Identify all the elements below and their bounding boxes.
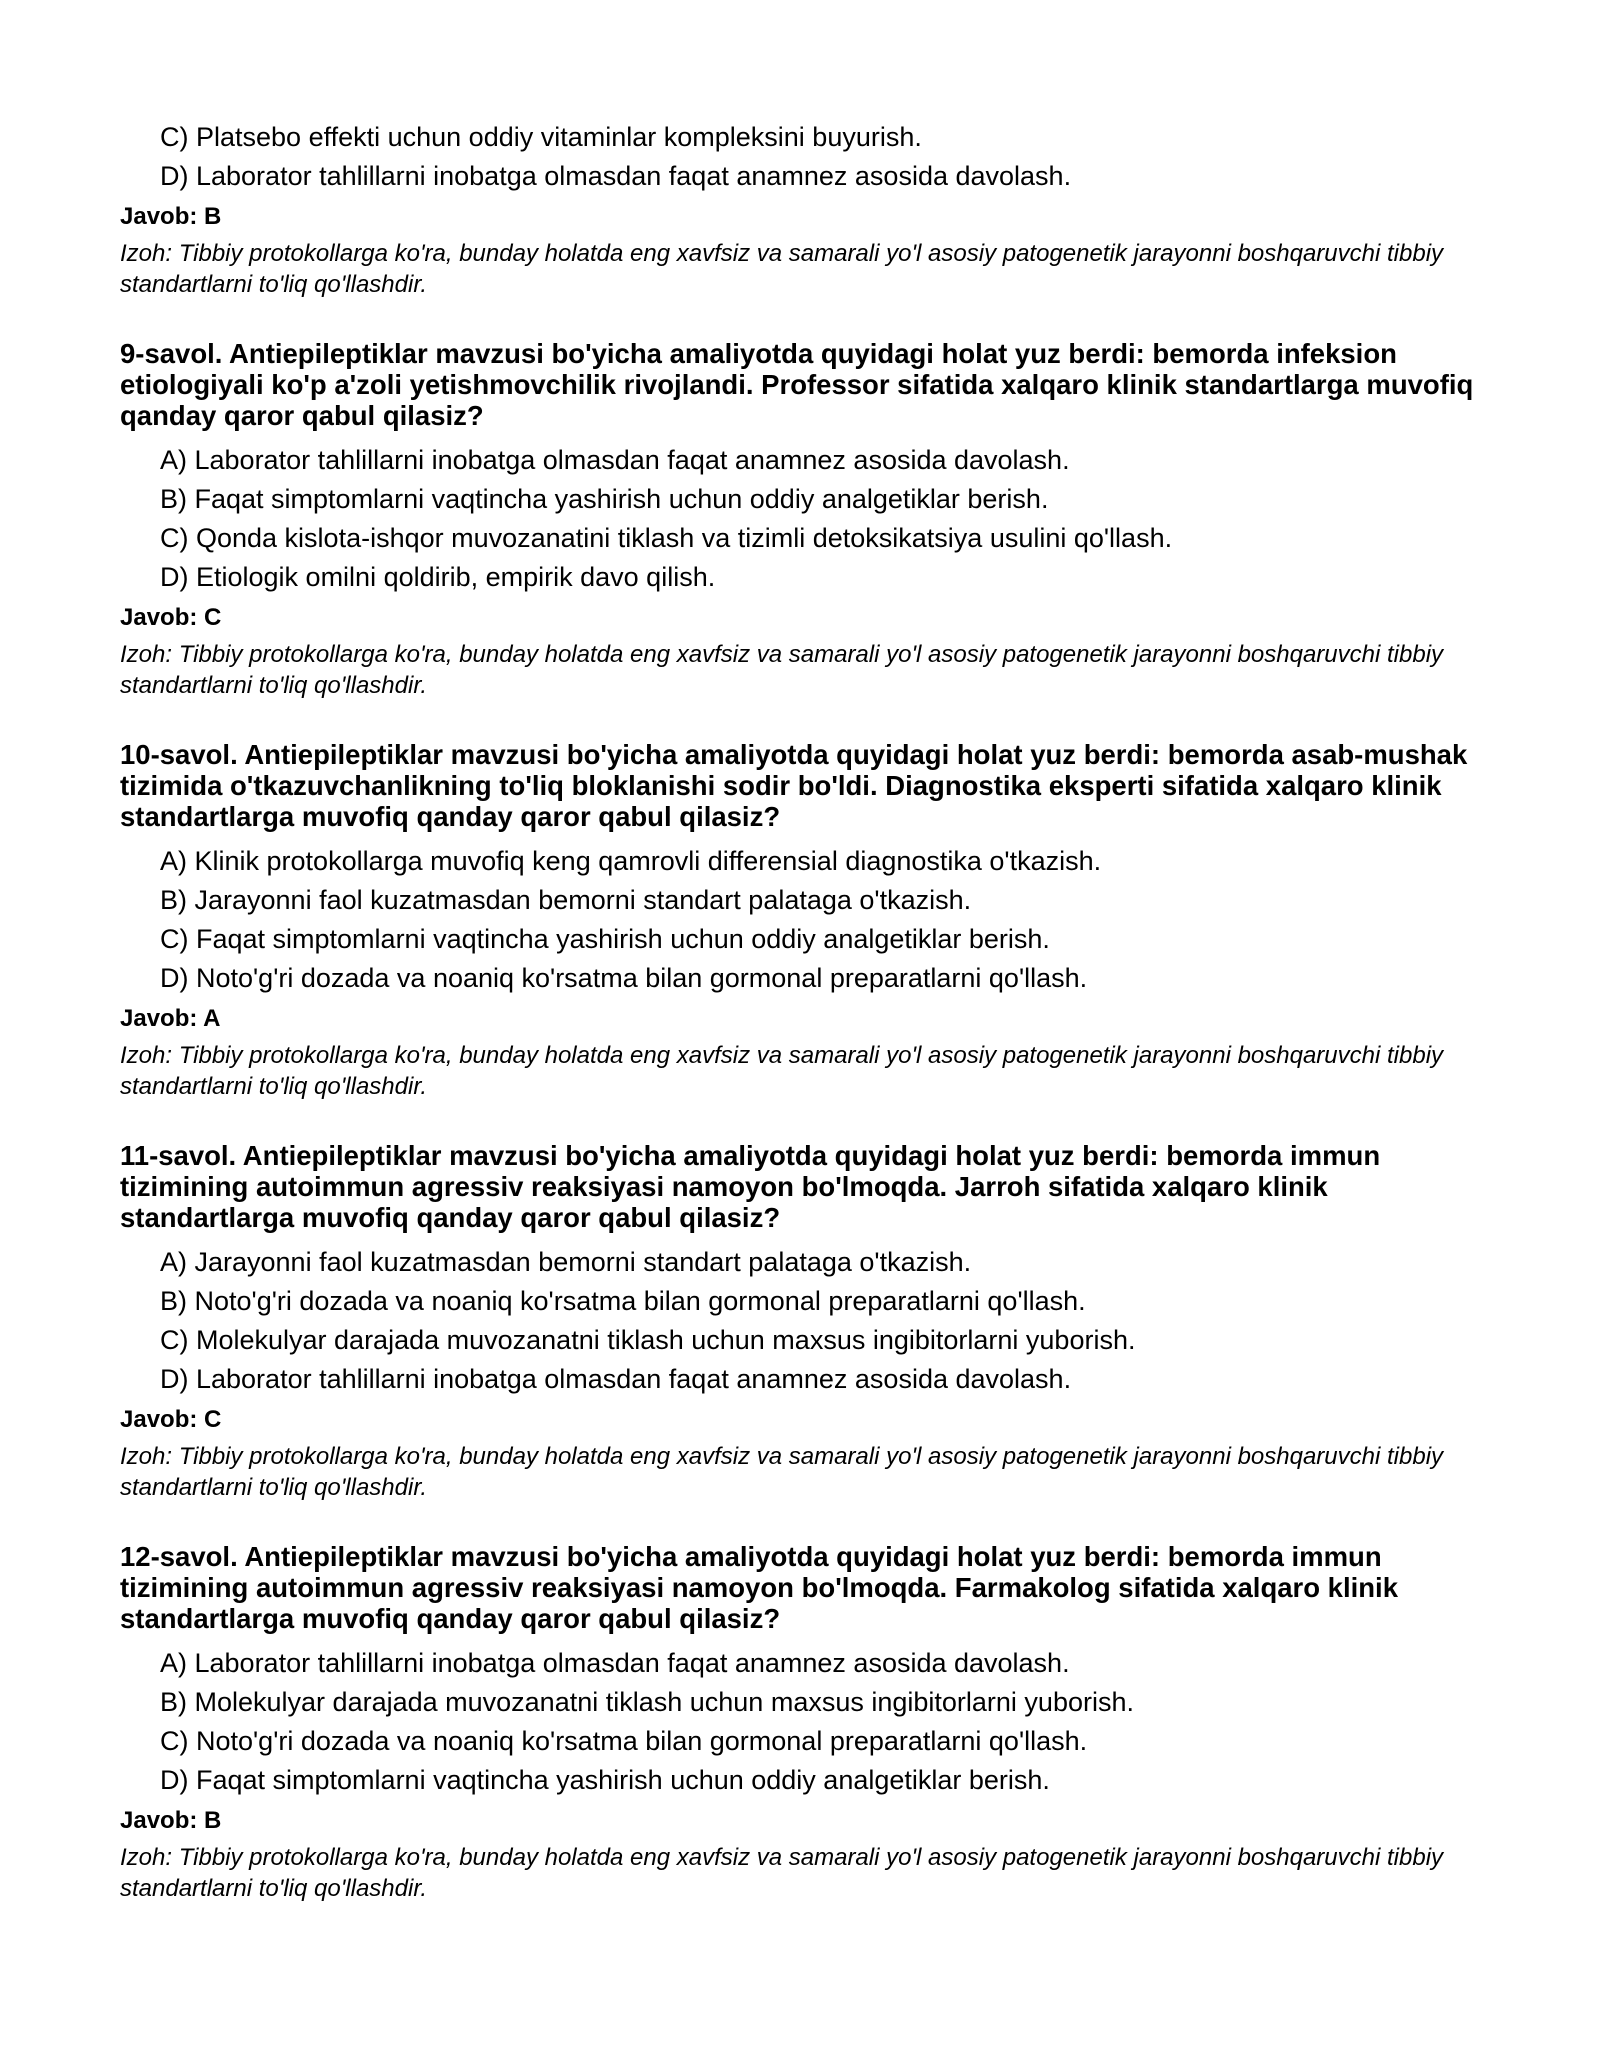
option-c: C) Faqat simptomlarni vaqtincha yashirish uchun oddiy analgetiklar berish. (160, 924, 1050, 954)
answer-label: Javob: B (120, 203, 222, 230)
question-9 (120, 338, 1480, 701)
answer-label: Javob: C (120, 1406, 222, 1433)
option-c: C) Platsebo effekti uchun oddiy vitaminlar kompleksini buyurish. (160, 122, 922, 152)
question-11 (120, 1140, 1480, 1503)
question-8-continued (120, 118, 1480, 300)
explanation-note: Izoh: Tibbiy protokollarga ko'ra, bunday holatda eng xavfsiz va samarali yo'l asosiy patogenetik jarayonni boshqaruvchi tibbiy standartlarni to'liq qo'llashdir. (120, 1844, 1444, 1902)
option-c: C) Qonda kislota-ishqor muvozanatini tiklash va tizimli detoksikatsiya usulini qo'llash. (160, 523, 1173, 553)
option-d: D) Etiologik omilni qoldirib, empirik davo qilish. (160, 562, 716, 592)
option-d: D) Noto'g'ri dozada va noaniq ko'rsatma bilan gormonal preparatlarni qo'llash. (160, 963, 1088, 993)
option-b: B) Noto'g'ri dozada va noaniq ko'rsatma bilan gormonal preparatlarni qo'llash. (160, 1286, 1086, 1316)
answer-label: Javob: B (120, 1807, 222, 1834)
explanation-note: Izoh: Tibbiy protokollarga ko'ra, bunday holatda eng xavfsiz va samarali yo'l asosiy patogenetik jarayonni boshqaruvchi tibbiy standartlarni to'liq qo'llashdir. (120, 1042, 1444, 1100)
explanation-note: Izoh: Tibbiy protokollarga ko'ra, bunday holatda eng xavfsiz va samarali yo'l asosiy patogenetik jarayonni boshqaruvchi tibbiy standartlarni to'liq qo'llashdir. (120, 1443, 1444, 1501)
option-a: A) Laborator tahlillarni inobatga olmasdan faqat anamnez asosida davolash. (160, 445, 1070, 475)
option-d: D) Faqat simptomlarni vaqtincha yashirish uchun oddiy analgetiklar berish. (160, 1765, 1050, 1795)
question-title: 11-savol. Antiepileptiklar mavzusi bo'yicha amaliyotda quyidagi holat yuz berdi: bemorda immun tizimining autoimmun agressiv reaksiyasi namoyon bo'lmoqda. Jarroh sifatida xalqaro klinik standartlarga muvofiq qanday qaror qabul qilasiz? (120, 1140, 1381, 1233)
answer-label: Javob: A (120, 1005, 221, 1032)
question-12 (120, 1541, 1480, 1904)
explanation-note: Izoh: Tibbiy protokollarga ko'ra, bunday holatda eng xavfsiz va samarali yo'l asosiy patogenetik jarayonni boshqaruvchi tibbiy standartlarni to'liq qo'llashdir. (120, 240, 1444, 298)
option-a: A) Laborator tahlillarni inobatga olmasdan faqat anamnez asosida davolash. (160, 1648, 1070, 1678)
option-b: B) Molekulyar darajada muvozanatni tiklash uchun maxsus ingibitorlarni yuborish. (160, 1687, 1134, 1717)
question-title: 10-savol. Antiepileptiklar mavzusi bo'yicha amaliyotda quyidagi holat yuz berdi: bemorda asab-mushak tizimida o'tkazuvchanlikning to'liq bloklanishi sodir bo'ldi. Diagnostika eksperti sifatida xalqaro klinik standartlarga muvofiq qanday qaror qabul qilasiz? (120, 739, 1468, 832)
option-b: B) Jarayonni faol kuzatmasdan bemorni standart palataga o'tkazish. (160, 885, 972, 915)
explanation-note: Izoh: Tibbiy protokollarga ko'ra, bunday holatda eng xavfsiz va samarali yo'l asosiy patogenetik jarayonni boshqaruvchi tibbiy standartlarni to'liq qo'llashdir. (120, 641, 1444, 699)
question-title: 9-savol. Antiepileptiklar mavzusi bo'yicha amaliyotda quyidagi holat yuz berdi: bemorda infeksion etiologiyali ko'p a'zoli yetishmovchilik rivojlandi. Professor sifatida xalqaro klinik standartlarga muvofiq qanday qaror qabul qilasiz? (120, 338, 1474, 431)
option-b: B) Faqat simptomlarni vaqtincha yashirish uchun oddiy analgetiklar berish. (160, 484, 1049, 514)
option-c: C) Noto'g'ri dozada va noaniq ko'rsatma bilan gormonal preparatlarni qo'llash. (160, 1726, 1088, 1756)
option-a: A) Jarayonni faol kuzatmasdan bemorni standart palataga o'tkazish. (160, 1247, 972, 1277)
option-c: C) Molekulyar darajada muvozanatni tiklash uchun maxsus ingibitorlarni yuborish. (160, 1325, 1136, 1355)
answer-label: Javob: C (120, 604, 222, 631)
option-a: A) Klinik protokollarga muvofiq keng qamrovli differensial diagnostika o'tkazish. (160, 846, 1102, 876)
question-title: 12-savol. Antiepileptiklar mavzusi bo'yicha amaliyotda quyidagi holat yuz berdi: bemorda immun tizimining autoimmun agressiv reaksiyasi namoyon bo'lmoqda. Farmakolog sifatida xalqaro klinik standartlarga muvofiq qanday qaror qabul qilasiz? (120, 1541, 1398, 1634)
question-10 (120, 739, 1480, 1102)
document-page (120, 118, 1480, 1904)
option-d: D) Laborator tahlillarni inobatga olmasdan faqat anamnez asosida davolash. (160, 1364, 1072, 1394)
option-d: D) Laborator tahlillarni inobatga olmasdan faqat anamnez asosida davolash. (160, 161, 1072, 191)
